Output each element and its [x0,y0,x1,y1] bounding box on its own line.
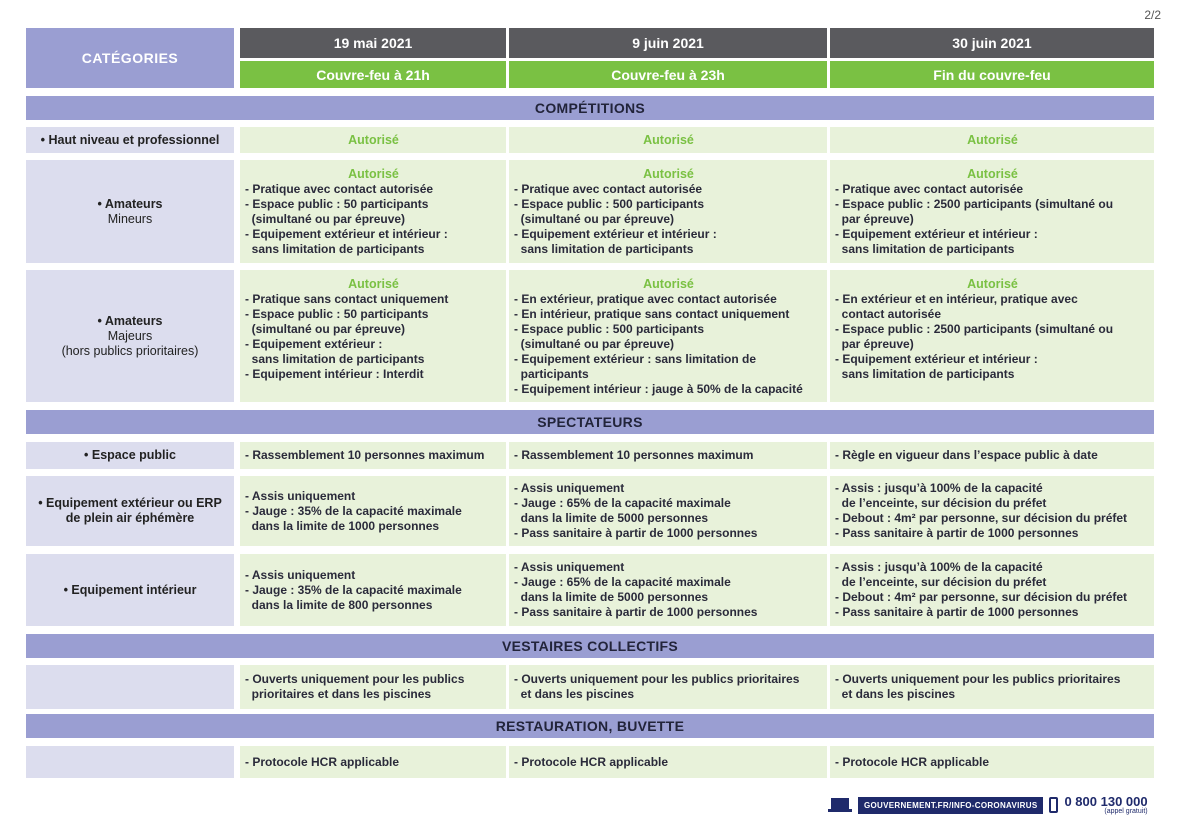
cell-equipement-interieur-2 [509,554,827,626]
row-label-vestiaires-empty [26,665,234,709]
cell-line: - Espace public : 500 participants [514,322,705,336]
cell-line: - Equipement extérieur et intérieur : [514,227,717,241]
cell-amateurs-mineurs-3 [830,160,1154,263]
cell-espace-public-2 [509,442,827,469]
cell-equipement-exterieur-1 [240,476,506,546]
cell-line: - Pratique sans contact uniquement [245,292,449,306]
cell-line: - Pass sanitaire à partir de 1000 personnes [835,526,1079,540]
cell-line: - Ouverts uniquement pour les publics [245,672,465,686]
cell-line: et dans les piscines [835,687,956,701]
row-label-text: • Equipement intérieur [63,582,197,597]
cell-line: participants [514,367,589,381]
status-autorise: Autorisé [967,167,1018,181]
cell-line: - Espace public : 2500 participants (simultané ou [835,322,1114,336]
row-label-sub: Mineurs [107,211,153,226]
status-autorise: Autorisé [643,167,694,181]
cell-line: (simultané ou par épreuve) [245,322,406,336]
cell-line: sans limitation de participants [835,242,1015,256]
cell-line: prioritaires et dans les piscines [245,687,432,701]
footer [828,795,1148,815]
cell-line: - Ouverts uniquement pour les publics prioritaires [514,672,800,686]
cell-restauration-2 [509,746,827,778]
cell-line: - Pass sanitaire à partir de 1000 personnes [514,605,758,619]
row-label-amateurs-majeurs [26,270,234,402]
cell-line: de l’enceinte, sur décision du préfet [835,496,1047,510]
cell-line: - Protocole HCR applicable [245,754,400,769]
cell-line: de l’enceinte, sur décision du préfet [835,575,1047,589]
cell-line: - Pratique avec contact autorisée [514,182,703,196]
row-label-text: • Espace public [84,448,176,462]
cell-line: - Pratique avec contact autorisée [245,182,434,196]
section-vestiaires: VESTAIRES COLLECTIFS [26,634,1154,658]
row-label-text: • Equipement extérieur ou ERP [38,496,222,510]
status-autorise: Autorisé [348,277,399,291]
cell-line: (simultané ou par épreuve) [514,212,675,226]
cell-line: - Pratique avec contact autorisée [835,182,1024,196]
status-autorise: Autorisé [348,167,399,181]
laptop-icon [828,798,852,812]
status-autorise: Autorisé [643,132,694,147]
row-label-text: • Amateurs [97,313,163,328]
phone-number[interactable]: 0 800 130 000 [1064,793,1148,809]
cell-equipement-interieur-1 [240,554,506,626]
cell-line: - Espace public : 2500 participants (simultané ou [835,197,1114,211]
cell-vestiaires-3 [830,665,1154,709]
column-phase-3: Fin du couvre-feu [830,61,1154,88]
cell-line: (simultané ou par épreuve) [245,212,406,226]
cell-line: - Espace public : 50 participants [245,197,429,211]
cell-line: - Assis uniquement [245,567,356,582]
cell-line: dans la limite de 5000 personnes [514,511,709,525]
categories-header: CATÉGORIES [26,28,234,88]
cell-line: - Assis uniquement [514,481,625,495]
cell-line: - Ouverts uniquement pour les publics prioritaires [835,672,1121,686]
cell-line: dans la limite de 5000 personnes [514,590,709,604]
cell-line: - Assis uniquement [514,560,625,574]
phone-icon [1049,797,1058,813]
cell-line: - Pass sanitaire à partir de 1000 personnes [514,526,758,540]
phone-note: (appel gratuit) [1104,807,1148,815]
cell-line: par épreuve) [835,212,914,226]
cell-line: - Pass sanitaire à partir de 1000 personnes [835,605,1079,619]
cell-line: - Protocole HCR applicable [835,754,990,769]
row-label-haut-niveau [26,127,234,153]
column-phase-1: Couvre-feu à 21h [240,61,506,88]
cell-line: (simultané ou par épreuve) [514,337,675,351]
cell-amateurs-majeurs-1 [240,270,506,402]
column-phase-2: Couvre-feu à 23h [509,61,827,88]
status-autorise: Autorisé [967,277,1018,291]
cell-line: - Assis : jusqu’à 100% de la capacité [835,481,1043,495]
cell-amateurs-mineurs-2 [509,160,827,263]
cell-line: - En intérieur, pratique sans contact uniquement [514,307,790,321]
cell-line: - Debout : 4m² par personne, sur décision du préfet [835,590,1128,604]
cell-vestiaires-1 [240,665,506,709]
status-autorise: Autorisé [348,132,399,147]
status-autorise: Autorisé [643,277,694,291]
column-date-1: 19 mai 2021 [240,28,506,58]
cell-restauration-1 [240,746,506,778]
cell-line: sans limitation de participants [835,367,1015,381]
website-link[interactable]: GOUVERNEMENT.FR/INFO-CORONAVIRUS [858,797,1043,814]
section-spectateurs: SPECTATEURS [26,410,1154,434]
cell-line: - Debout : 4m² par personne, sur décision du préfet [835,511,1128,525]
cell-line: - Equipement extérieur et intérieur : [245,227,448,241]
cell-line: - Equipement intérieur : jauge à 50% de la capacité [514,382,803,396]
cell-line: - Equipement extérieur et intérieur : [835,352,1038,366]
row-label-sub2: (hors publics prioritaires) [61,343,199,358]
cell-amateurs-majeurs-3 [830,270,1154,402]
cell-equipement-interieur-3 [830,554,1154,626]
cell-line: - Règle en vigueur dans l’espace public à date [835,448,1098,462]
cell-restauration-3 [830,746,1154,778]
row-label-text-2: de plein air éphémère [65,511,195,525]
row-label-equipement-interieur [26,554,234,626]
cell-line: - Equipement extérieur : sans limitation de [514,352,757,366]
cell-line: - Equipement intérieur : Interdit [245,367,424,381]
cell-line: sans limitation de participants [514,242,694,256]
cell-equipement-exterieur-2 [509,476,827,546]
row-label-restauration-empty [26,746,234,778]
cell-espace-public-3 [830,442,1154,469]
cell-vestiaires-2 [509,665,827,709]
section-restauration: RESTAURATION, BUVETTE [26,714,1154,738]
row-label-espace-public [26,442,234,469]
cell-line: par épreuve) [835,337,914,351]
cell-line: sans limitation de participants [245,352,425,366]
cell-line: - Jauge : 65% de la capacité maximale [514,575,731,589]
status-autorise: Autorisé [967,132,1018,147]
cell-line: - Equipement extérieur : [245,337,383,351]
cell-line: - Espace public : 500 participants [514,197,705,211]
cell-line: - Rassemblement 10 personnes maximum [514,448,754,462]
cell-line: - Protocole HCR applicable [514,754,669,769]
row-label-sub: Majeurs [107,328,153,343]
phone-block [1064,795,1147,816]
row-label-amateurs-mineurs [26,160,234,263]
cell-line: et dans les piscines [514,687,635,701]
cell-line: - En extérieur et en intérieur, pratique avec [835,292,1078,306]
cell-line: contact autorisée [835,307,942,321]
cell-line: - Equipement extérieur et intérieur : [835,227,1038,241]
column-date-3: 30 juin 2021 [830,28,1154,58]
cell-line: - En extérieur, pratique avec contact autorisée [514,292,777,306]
cell-line: dans la limite de 1000 personnes [245,518,440,533]
cell-line: dans la limite de 800 personnes [245,597,433,612]
cell-line: - Jauge : 35% de la capacité maximale [245,582,462,597]
section-competitions: COMPÉTITIONS [26,96,1154,120]
cell-amateurs-majeurs-2 [509,270,827,402]
cell-haut-niveau-1 [240,127,506,153]
page-number: 2/2 [1144,8,1161,22]
column-date-2: 9 juin 2021 [509,28,827,58]
cell-haut-niveau-3 [830,127,1154,153]
cell-line: - Assis : jusqu’à 100% de la capacité [835,560,1043,574]
row-label-text: • Amateurs [97,196,163,211]
cell-line: sans limitation de participants [245,242,425,256]
cell-line: - Jauge : 35% de la capacité maximale [245,503,462,518]
cell-espace-public-1 [240,442,506,469]
row-label-equipement-exterieur [26,476,234,546]
cell-line: - Rassemblement 10 personnes maximum [245,448,485,462]
cell-line: - Assis uniquement [245,488,356,503]
row-label-text: • Haut niveau et professionnel [40,132,220,147]
cell-line: - Espace public : 50 participants [245,307,429,321]
cell-line: - Jauge : 65% de la capacité maximale [514,496,731,510]
cell-amateurs-mineurs-1 [240,160,506,263]
cell-equipement-exterieur-3 [830,476,1154,546]
cell-haut-niveau-2 [509,127,827,153]
